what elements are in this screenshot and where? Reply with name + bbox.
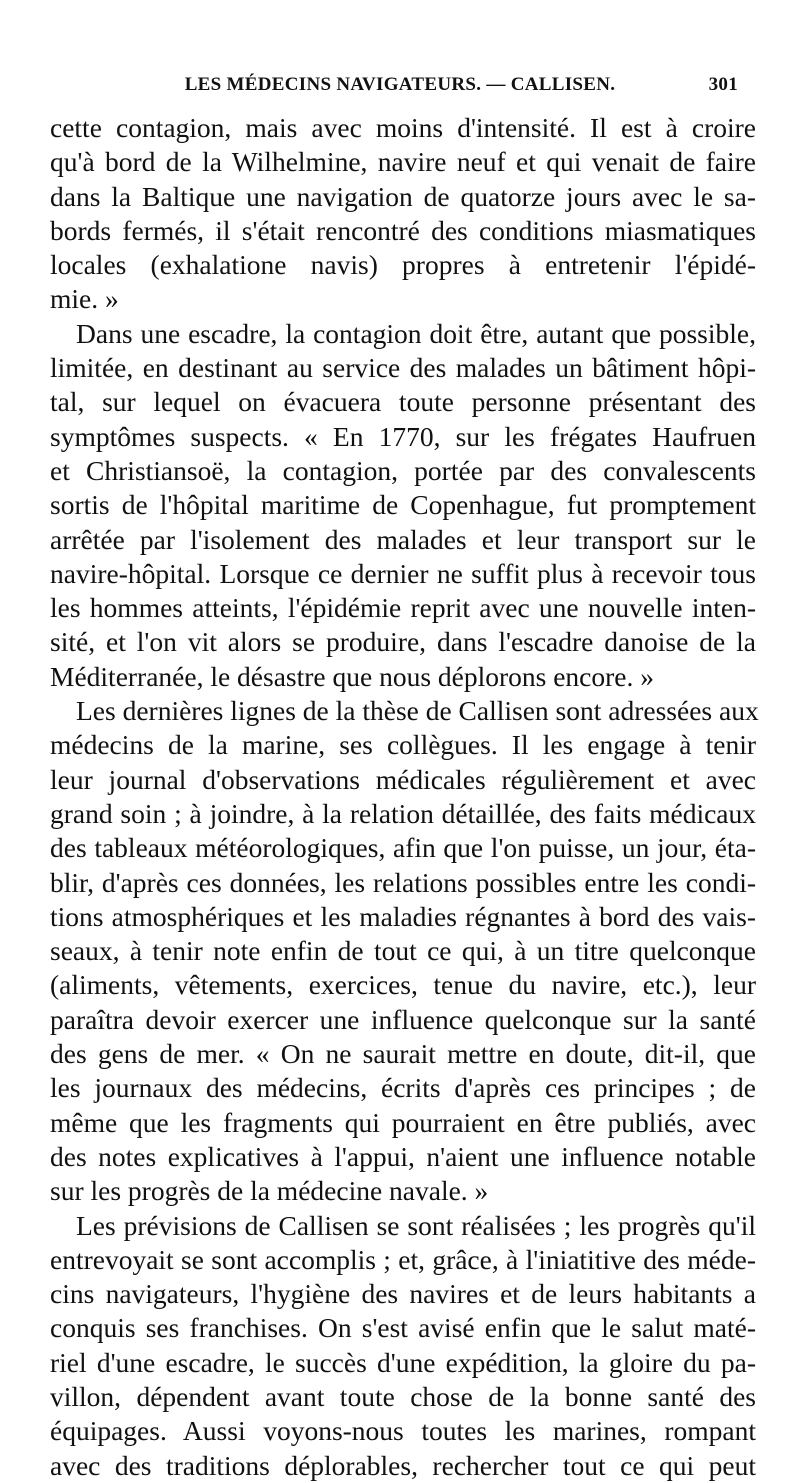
text-line: entrevoyait se sont accomplis ; et, grâce, à l'iniatitive des méde- — [50, 1243, 756, 1275]
text-line: blir, d'après ces données, les relations possibles entre les condi- — [50, 866, 756, 898]
text-line: sur les progrès de la médecine navale. » — [50, 1175, 489, 1207]
running-header — [0, 68, 800, 104]
text-line: les journaux des médecins, écrits d'après ces principes ; de — [50, 1072, 756, 1104]
text-line: Méditerranée, le désastre que nous déplorons encore. » — [50, 660, 655, 692]
text-line: Les dernières lignes de la thèse de Callisen sont adressées aux — [76, 695, 759, 727]
text-line: grand soin ; à joindre, à la relation détaillée, des faits médicaux — [50, 797, 756, 829]
text-line: locales (exhalatione navis) propres à entretenir l'épidé- — [50, 249, 756, 281]
text-line: et Christiansoë, la contagion, portée par des convalescents — [50, 454, 756, 486]
text-line: leur journal d'observations médicales régulièrement et avec — [50, 763, 756, 795]
running-title: LES MÉDECINS NAVIGATEURS. — CALLISEN. — [184, 74, 616, 95]
text-line: Dans une escadre, la contagion doit être, autant que possible, — [76, 317, 756, 349]
text-line: navire-hôpital. Lorsque ce dernier ne suffit plus à recevoir tous — [50, 557, 756, 589]
text-line: conquis ses franchises. On s'est avisé enfin que le salut maté- — [50, 1312, 756, 1344]
body-text — [50, 111, 759, 1483]
text-line: (aliments, vêtements, exercices, tenue du navire, etc.), leur — [50, 969, 756, 1001]
text-line: qu'à bord de la Wilhelmine, navire neuf et qui venait de faire — [50, 146, 756, 178]
text-line: symptômes suspects. « En 1770, sur les frégates Haufruen — [50, 420, 756, 452]
text-line: les hommes atteints, l'épidémie reprit avec une nouvelle inten- — [50, 592, 756, 624]
text-line: Les prévisions de Callisen se sont réalisées ; les progrès qu'il — [76, 1209, 756, 1241]
text-line: dans la Baltique une navigation de quatorze jours avec le sa- — [50, 180, 756, 212]
text-line: équipages. Aussi voyons-nous toutes les marines, rompant — [50, 1415, 756, 1447]
text-line: des notes explicatives à l'appui, n'aient une influence notable — [50, 1140, 756, 1172]
text-line: même que les fragments qui pourraient en être publiés, avec — [50, 1106, 756, 1138]
text-line: tions atmosphériques et les maladies régnantes à bord des vais- — [50, 900, 756, 932]
text-line: cins navigateurs, l'hygiène des navires et de leurs habitants a — [50, 1278, 756, 1310]
page-number: 301 — [708, 74, 738, 95]
text-line: sité, et l'on vit alors se produire, dans l'escadre danoise de la — [50, 626, 756, 658]
text-line: villon, dépendent avant toute chose de la bonne santé des — [50, 1380, 756, 1412]
text-line: des gens de mer. « On ne saurait mettre en doute, dit-il, que — [50, 1038, 756, 1070]
text-line: mie. » — [50, 283, 119, 315]
text-line: limitée, en destinant au service des malades un bâtiment hôpi- — [50, 352, 756, 384]
text-line: bords fermés, il s'était rencontré des conditions miasmatiques — [50, 214, 756, 246]
text-line: seaux, à tenir note enfin de tout ce qui, à un titre quelconque — [50, 935, 756, 967]
text-line: médecins de la marine, ses collègues. Il les engage à tenir — [50, 729, 756, 761]
text-line: tal, sur lequel on évacuera toute personne présentant des — [50, 386, 756, 418]
text-line: des tableaux météorologiques, afin que l'on puisse, un jour, éta- — [50, 832, 756, 864]
text-line: avec des traditions déplorables, rechercher tout ce qui peut — [50, 1449, 756, 1481]
text-line: arrêtée par l'isolement des malades et leur transport sur le — [50, 523, 756, 555]
text-line: sortis de l'hôpital maritime de Copenhague, fut promptement — [50, 489, 756, 521]
text-line: cette contagion, mais avec moins d'intensité. Il est à croire — [50, 112, 756, 143]
text-line: paraîtra devoir exercer une influence quelconque sur la santé — [50, 1003, 756, 1035]
text-line: riel d'une escadre, le succès d'une expédition, la gloire du pa- — [50, 1346, 756, 1378]
